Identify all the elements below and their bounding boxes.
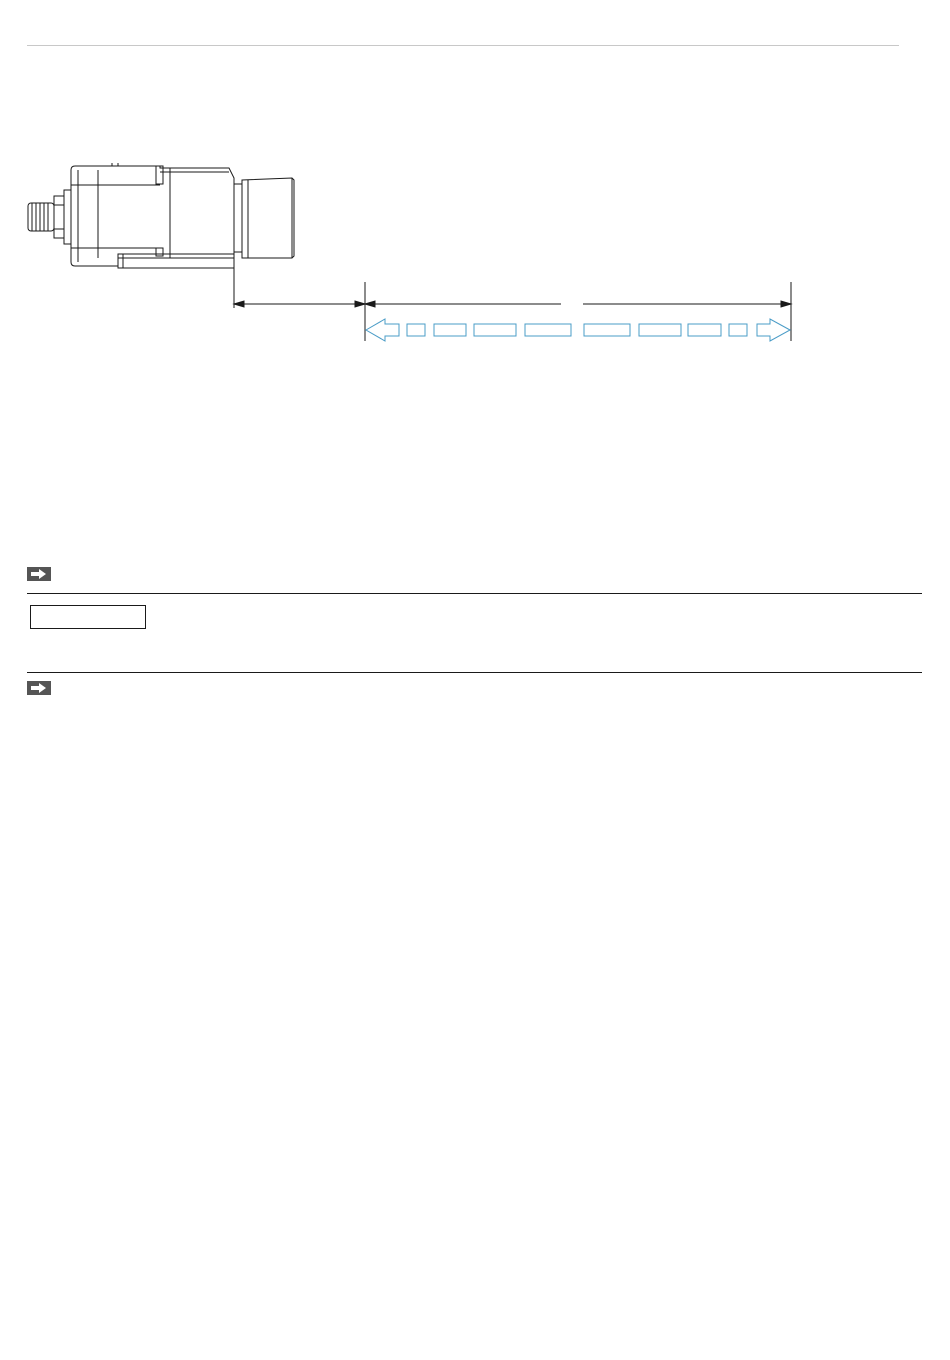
camera-connector	[28, 190, 71, 244]
camera-lens	[234, 178, 294, 258]
camera-distance-figure	[0, 0, 950, 360]
range-left-arrowhead	[366, 319, 399, 341]
arrow-right-icon	[27, 567, 51, 581]
arrow-right-icon	[27, 681, 51, 695]
note-rule-top	[27, 593, 922, 594]
focus-range-band	[366, 319, 790, 341]
dimension-lines	[234, 268, 791, 341]
range-right-arrowhead	[757, 319, 790, 341]
label-box	[30, 605, 146, 629]
camera-body	[71, 163, 234, 268]
camera-drawing	[28, 163, 294, 268]
note-rule-bottom	[27, 672, 922, 673]
